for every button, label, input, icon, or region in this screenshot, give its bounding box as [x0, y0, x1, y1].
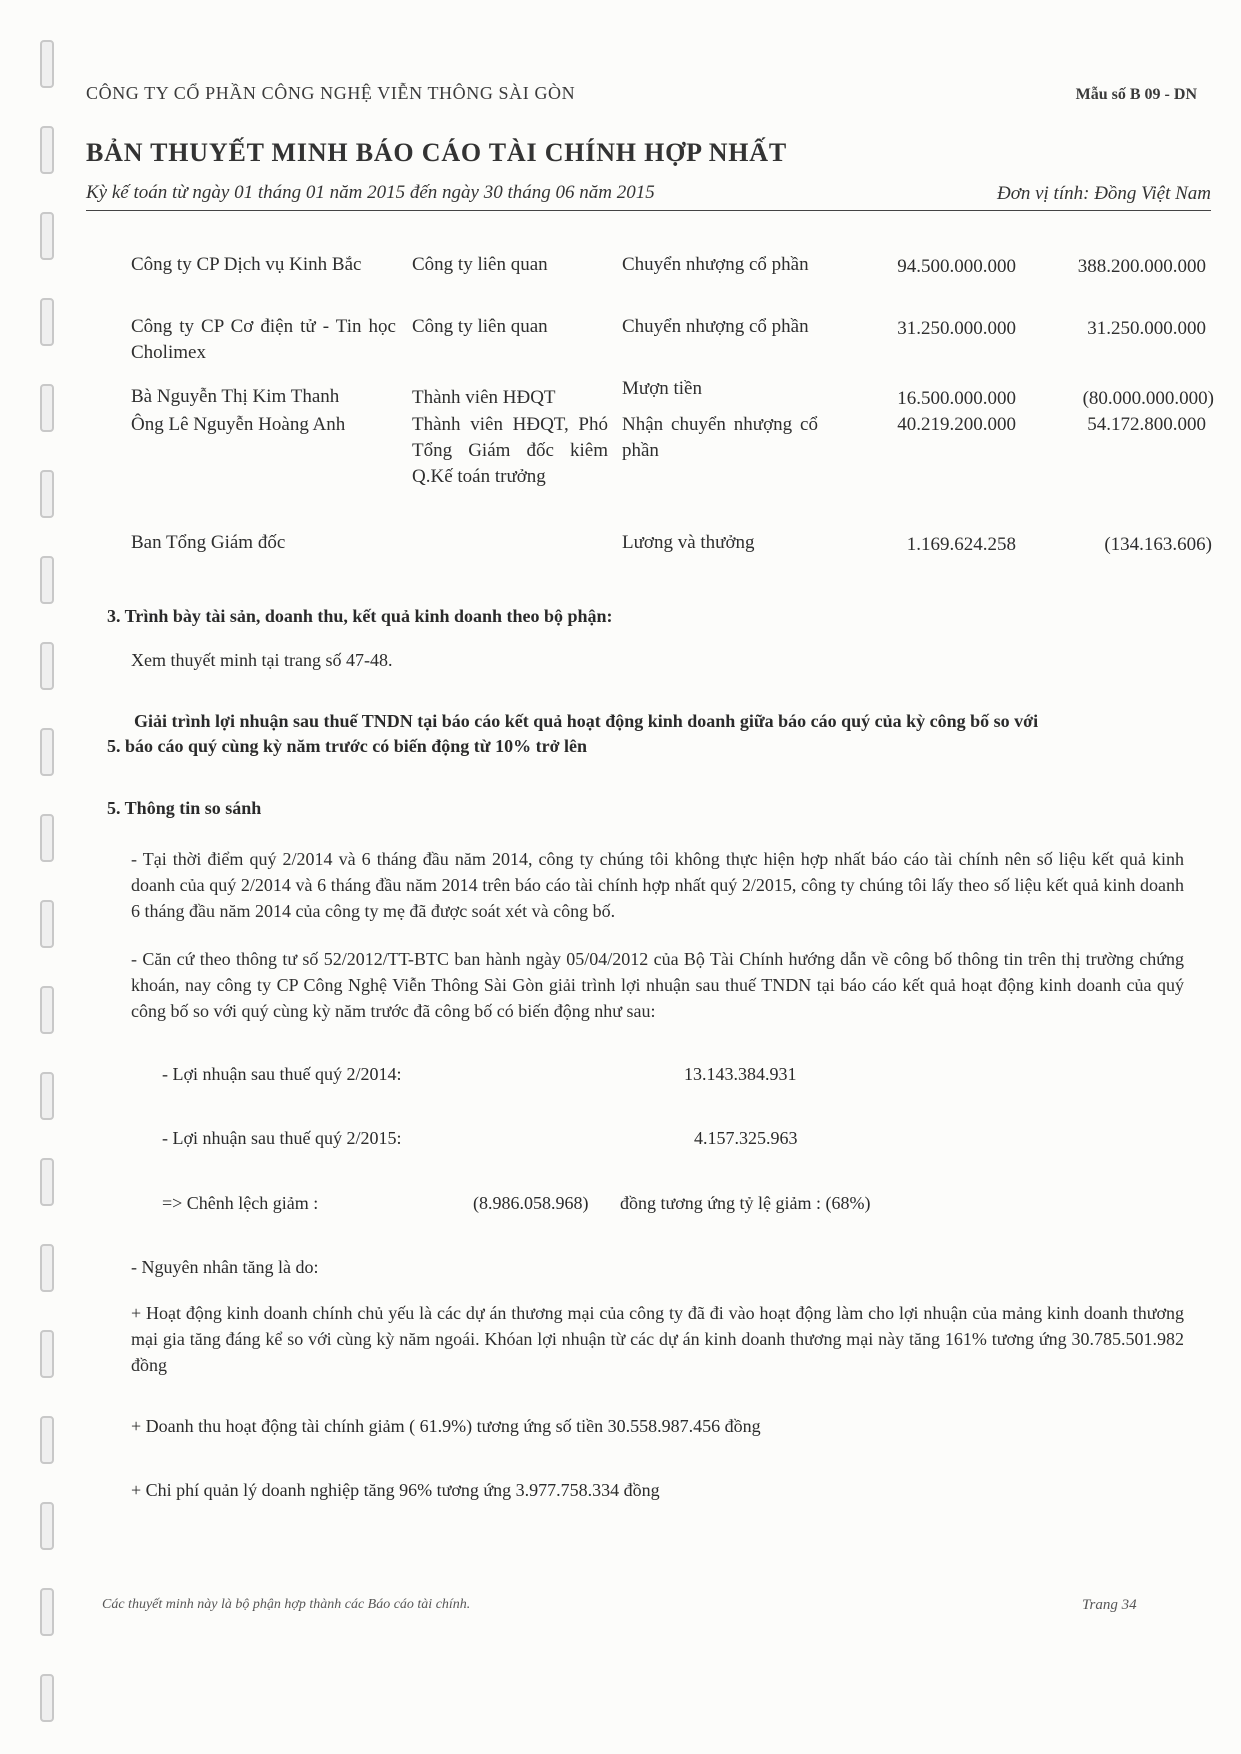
- section-5-heading: 5. Thông tin so sánh: [107, 798, 262, 818]
- company-name: CÔNG TY CỔ PHẦN CÔNG NGHỆ VIỄN THÔNG SÀI GÒN: [86, 83, 576, 103]
- party-relation: Thành viên HĐQT: [412, 387, 556, 408]
- binding-hole: [40, 298, 54, 346]
- reason-item-2: + Doanh thu hoạt động tài chính giảm ( 61.9%) tương ứng số tiền 30.558.987.456 đồng: [131, 1416, 761, 1436]
- party-relation: Công ty liên quan: [412, 316, 548, 337]
- party-relation: Thành viên HĐQT, Phó Tổng Giám đốc kiêm Q.Kế toán trưởng: [412, 414, 608, 487]
- page-number: Trang 34: [1082, 1597, 1137, 1613]
- binding-strip: [34, 0, 56, 1754]
- binding-hole: [40, 728, 54, 776]
- explanation-heading-line2: 5. báo cáo quý cùng kỳ năm trước có biến động từ 10% trở lên: [107, 736, 588, 756]
- party-name: Bà Nguyễn Thị Kim Thanh: [131, 386, 340, 407]
- binding-hole: [40, 1072, 54, 1120]
- amount-previous: 54.172.800.000: [1087, 414, 1206, 435]
- amount-previous: (134.163.606): [1104, 534, 1212, 555]
- party-name: Ban Tổng Giám đốc: [131, 532, 286, 553]
- transaction-type: Chuyển nhượng cổ phần: [622, 316, 809, 337]
- binding-hole: [40, 900, 54, 948]
- binding-hole: [40, 470, 54, 518]
- binding-hole: [40, 1244, 54, 1292]
- profit-2015-value: 4.157.325.963: [694, 1128, 798, 1148]
- amount-previous: 31.250.000.000: [1087, 318, 1206, 339]
- binding-hole: [40, 1330, 54, 1378]
- comparison-paragraph-1: - Tại thời điểm quý 2/2014 và 6 tháng đầu năm 2014, công ty chúng tôi không thực hiện hợp nhất báo cáo tài chính nên số liệu kết quả kinh doanh của quý 2/2014 và 6 tháng đầu năm 2014 trên báo cáo tài chính hợp nhất quý 2/2015, công ty chúng tôi lấy theo số liệu kết quả kinh doanh 6 tháng đầu năm 2014 của công ty mẹ đã được soát xét và công bố.: [131, 849, 1184, 921]
- amount-previous: 388.200.000.000: [1077, 256, 1206, 277]
- binding-hole: [40, 642, 54, 690]
- amount-current: 16.500.000.000: [897, 388, 1016, 409]
- binding-hole: [40, 126, 54, 174]
- binding-hole: [40, 40, 54, 88]
- binding-hole: [40, 1158, 54, 1206]
- difference-value: (8.986.058.968): [473, 1193, 589, 1213]
- transaction-type: Nhận chuyển nhượng cổ phần: [622, 414, 818, 461]
- section-3-heading: 3. Trình bày tài sản, doanh thu, kết quả kinh doanh theo bộ phận:: [107, 606, 613, 626]
- reason-intro: - Nguyên nhân tăng là do:: [131, 1257, 319, 1277]
- binding-hole: [40, 814, 54, 862]
- binding-hole: [40, 1502, 54, 1550]
- amount-current: 1.169.624.258: [906, 534, 1016, 555]
- section-3-text: Xem thuyết minh tại trang số 47-48.: [131, 650, 393, 670]
- explanation-heading-line1: Giải trình lợi nhuận sau thuế TNDN tại báo cáo kết quả hoạt động kinh doanh giữa báo cáo quý của kỳ công bố so với: [134, 711, 1039, 731]
- binding-hole: [40, 212, 54, 260]
- profit-2015-label: - Lợi nhuận sau thuế quý 2/2015:: [162, 1128, 402, 1148]
- party-name: Công ty CP Cơ điện tử - Tin học Cholimex: [131, 316, 396, 363]
- transaction-type: Lương và thưởng: [622, 532, 755, 553]
- amount-current: 94.500.000.000: [897, 256, 1016, 277]
- accounting-period: Kỳ kế toán từ ngày 01 tháng 01 năm 2015 đến ngày 30 tháng 06 năm 2015: [86, 182, 655, 203]
- form-number: Mẫu số B 09 - DN: [1075, 86, 1197, 103]
- reason-item-1: + Hoạt động kinh doanh chính chủ yếu là các dự án thương mại của công ty đã đi vào hoạt động làm cho lợi nhuận của mảng kinh doanh thương mại gia tăng đáng kể so với cùng kỳ năm ngoái. Khóan lợi nhuận từ các dự án kinh doanh thương mại này tăng 161% tương ứng 30.785.501.982 đồng: [131, 1303, 1184, 1375]
- footer-note: Các thuyết minh này là bộ phận hợp thành các Báo cáo tài chính.: [102, 1597, 471, 1612]
- party-relation: Công ty liên quan: [412, 254, 548, 275]
- binding-hole: [40, 556, 54, 604]
- comparison-paragraph-2: - Căn cứ theo thông tư số 52/2012/TT-BTC ban hành ngày 05/04/2012 của Bộ Tài Chính hướng dẫn về công bố thông tin trên thị trường chứng khoán, nay công ty CP Công Nghệ Viễn Thông Sài Gòn giải trình lợi nhuận sau thuế TNDN tại báo cáo kết quả hoạt động kinh doanh của quý công bố so với quý cùng kỳ năm trước đã công bố có biến động như sau:: [131, 949, 1184, 1021]
- party-name: Công ty CP Dịch vụ Kinh Bắc: [131, 254, 362, 275]
- amount-previous: (80.000.000.000): [1082, 388, 1214, 409]
- header-rule: [86, 210, 1211, 211]
- document-title: BẢN THUYẾT MINH BÁO CÁO TÀI CHÍNH HỢP NHẤT: [86, 138, 788, 167]
- profit-2014-label: - Lợi nhuận sau thuế quý 2/2014:: [162, 1064, 402, 1084]
- difference-note: đồng tương ứng tỷ lệ giảm : (68%): [620, 1193, 871, 1213]
- transaction-type: Mượn tiền: [622, 378, 702, 399]
- binding-hole: [40, 1588, 54, 1636]
- reason-item-3: + Chi phí quản lý doanh nghiệp tăng 96% tương ứng 3.977.758.334 đồng: [131, 1480, 660, 1500]
- amount-current: 40.219.200.000: [897, 414, 1016, 435]
- binding-hole: [40, 1416, 54, 1464]
- binding-hole: [40, 384, 54, 432]
- currency-unit: Đơn vị tính: Đồng Việt Nam: [996, 183, 1211, 204]
- binding-hole: [40, 986, 54, 1034]
- binding-hole: [40, 1674, 54, 1722]
- difference-label: => Chênh lệch giảm :: [162, 1193, 319, 1213]
- transaction-type: Chuyển nhượng cổ phần: [622, 254, 809, 275]
- profit-2014-value: 13.143.384.931: [684, 1064, 797, 1084]
- party-name: Ông Lê Nguyễn Hoàng Anh: [131, 414, 346, 435]
- amount-current: 31.250.000.000: [897, 318, 1016, 339]
